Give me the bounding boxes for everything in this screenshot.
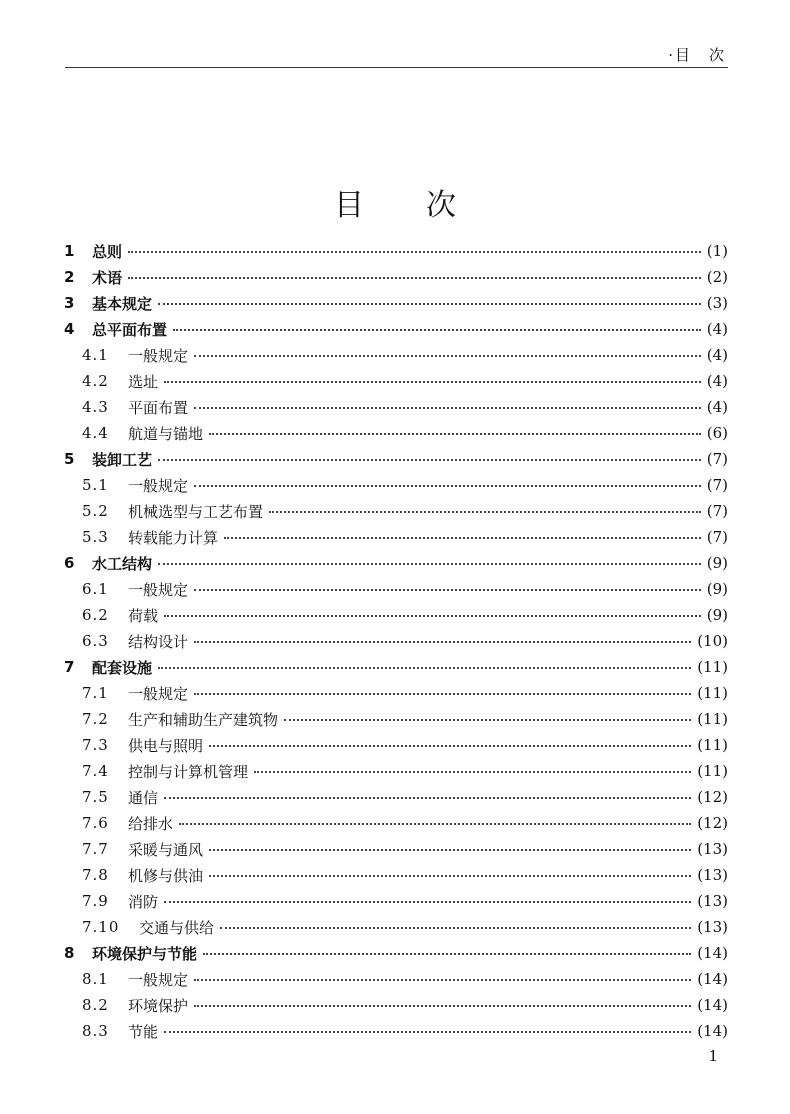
toc-dot-leader xyxy=(220,927,691,929)
toc-entry-page: (3) xyxy=(706,294,728,312)
toc-entry-page: (7) xyxy=(706,450,728,468)
toc-dot-leader xyxy=(164,615,701,617)
toc-dot-leader xyxy=(224,537,701,539)
toc-dot-leader xyxy=(158,459,701,461)
toc-entry[interactable] xyxy=(0,680,790,706)
toc-entry[interactable] xyxy=(0,576,790,602)
toc-dot-leader xyxy=(158,303,701,305)
toc-entry[interactable] xyxy=(0,264,790,290)
toc-dot-leader xyxy=(194,1005,691,1007)
toc-entry-number: 2 xyxy=(64,268,75,286)
toc-entry-page: (2) xyxy=(706,268,728,286)
toc-entry-number: 7.6 xyxy=(82,814,109,832)
toc-entry[interactable] xyxy=(0,732,790,758)
toc-entry-page: (13) xyxy=(697,840,728,858)
toc-dot-leader xyxy=(164,381,701,383)
toc-entry-title: 控制与计算机管理 xyxy=(128,762,249,781)
toc-entry[interactable] xyxy=(0,316,790,342)
toc-entry-page: (9) xyxy=(706,580,728,598)
toc-dot-leader xyxy=(209,875,691,877)
toc-entry-page: (7) xyxy=(706,476,728,494)
toc-dot-leader xyxy=(194,979,691,981)
toc-entry-number: 8.2 xyxy=(82,996,109,1014)
toc-entry-number: 7.5 xyxy=(82,788,109,806)
toc-entry-title: 结构设计 xyxy=(128,632,189,651)
toc-entry-page: (11) xyxy=(697,684,728,702)
toc-dot-leader xyxy=(194,693,691,695)
toc-entry-title: 节能 xyxy=(128,1022,159,1041)
toc-entry-page: (4) xyxy=(706,320,728,338)
toc-entry-number: 4 xyxy=(64,320,75,338)
toc-dot-leader xyxy=(164,1031,691,1033)
toc-entry[interactable] xyxy=(0,810,790,836)
toc-dot-leader xyxy=(164,901,691,903)
running-header: ·目 次 xyxy=(668,46,726,64)
toc-entry-page: (12) xyxy=(697,788,728,806)
toc-entry-title: 航道与锚地 xyxy=(128,424,204,443)
toc-entry-title: 基本规定 xyxy=(92,294,153,313)
toc-dot-leader xyxy=(194,355,701,357)
page-title: 目次 xyxy=(334,188,518,223)
toc-entry-title: 机械选型与工艺布置 xyxy=(128,502,264,521)
toc-entry-number: 6.3 xyxy=(82,632,109,650)
toc-entry-title: 环境保护与节能 xyxy=(92,944,198,963)
toc-dot-leader xyxy=(164,797,691,799)
toc-entry[interactable] xyxy=(0,550,790,576)
toc-dot-leader xyxy=(173,329,701,331)
toc-entry-page: (4) xyxy=(706,372,728,390)
toc-entry[interactable] xyxy=(0,602,790,628)
toc-entry-title: 采暖与通风 xyxy=(128,840,204,859)
toc-entry-page: (11) xyxy=(697,762,728,780)
toc-list xyxy=(0,238,790,1044)
toc-entry[interactable] xyxy=(0,654,790,680)
toc-entry-page: (14) xyxy=(697,944,728,962)
toc-dot-leader xyxy=(128,277,701,279)
toc-entry-title: 选址 xyxy=(128,372,159,391)
toc-entry-number: 8 xyxy=(64,944,75,962)
toc-entry[interactable] xyxy=(0,888,790,914)
toc-entry[interactable] xyxy=(0,966,790,992)
toc-entry-page: (11) xyxy=(697,658,728,676)
toc-entry-title: 给排水 xyxy=(128,814,174,833)
toc-entry-title: 水工结构 xyxy=(92,554,153,573)
toc-entry-title: 生产和辅助生产建筑物 xyxy=(128,710,279,729)
toc-entry-page: (13) xyxy=(697,892,728,910)
toc-entry-page: (4) xyxy=(706,346,728,364)
toc-dot-leader xyxy=(158,667,691,669)
toc-entry-page: (6) xyxy=(706,424,728,442)
toc-entry-page: (9) xyxy=(706,554,728,572)
toc-entry-number: 5 xyxy=(64,450,75,468)
toc-entry[interactable] xyxy=(0,342,790,368)
toc-dot-leader xyxy=(269,511,701,513)
toc-entry-page: (14) xyxy=(697,1022,728,1040)
toc-entry[interactable] xyxy=(0,862,790,888)
toc-entry-page: (9) xyxy=(706,606,728,624)
toc-dot-leader xyxy=(194,407,701,409)
toc-entry-page: (12) xyxy=(697,814,728,832)
toc-entry-number: 3 xyxy=(64,294,75,312)
toc-entry-number: 8.3 xyxy=(82,1022,109,1040)
toc-entry-title: 总平面布置 xyxy=(92,320,168,339)
toc-entry-title: 转载能力计算 xyxy=(128,528,219,547)
toc-entry-number: 7.1 xyxy=(82,684,109,702)
toc-entry[interactable] xyxy=(0,446,790,472)
page-number: 1 xyxy=(708,1047,718,1065)
toc-dot-leader xyxy=(209,849,691,851)
toc-entry-title: 机修与供油 xyxy=(128,866,204,885)
toc-entry-title: 一般规定 xyxy=(128,346,189,365)
toc-entry-title: 术语 xyxy=(92,268,123,287)
toc-entry-number: 7.9 xyxy=(82,892,109,910)
toc-entry-page: (14) xyxy=(697,996,728,1014)
toc-entry-title: 总则 xyxy=(92,242,123,261)
toc-entry-number: 7 xyxy=(64,658,75,676)
toc-entry-number: 4.4 xyxy=(82,424,109,442)
toc-dot-leader xyxy=(179,823,691,825)
header-rule xyxy=(65,67,728,68)
toc-entry-page: (14) xyxy=(697,970,728,988)
toc-entry[interactable] xyxy=(0,420,790,446)
toc-dot-leader xyxy=(284,719,691,721)
toc-entry-number: 4.1 xyxy=(82,346,109,364)
toc-entry-page: (11) xyxy=(697,710,728,728)
toc-entry-number: 7.3 xyxy=(82,736,109,754)
toc-entry-title: 交通与供给 xyxy=(139,918,215,937)
toc-entry[interactable] xyxy=(0,368,790,394)
toc-entry-number: 5.2 xyxy=(82,502,109,520)
toc-entry[interactable] xyxy=(0,1018,790,1044)
toc-dot-leader xyxy=(209,433,701,435)
toc-entry-title: 一般规定 xyxy=(128,684,189,703)
toc-entry-number: 6.2 xyxy=(82,606,109,624)
toc-entry-title: 一般规定 xyxy=(128,970,189,989)
toc-entry[interactable] xyxy=(0,628,790,654)
toc-entry[interactable] xyxy=(0,836,790,862)
toc-entry-title: 供电与照明 xyxy=(128,736,204,755)
toc-entry-number: 1 xyxy=(64,242,75,260)
toc-dot-leader xyxy=(209,745,691,747)
toc-dot-leader xyxy=(203,953,691,955)
toc-entry-title: 一般规定 xyxy=(128,580,189,599)
toc-entry-title: 配套设施 xyxy=(92,658,153,677)
toc-entry-number: 7.7 xyxy=(82,840,109,858)
toc-dot-leader xyxy=(128,251,701,253)
toc-entry-title: 荷载 xyxy=(128,606,159,625)
toc-entry-number: 4.2 xyxy=(82,372,109,390)
toc-entry-number: 6 xyxy=(64,554,75,572)
toc-entry-number: 8.1 xyxy=(82,970,109,988)
toc-entry-title: 消防 xyxy=(128,892,159,911)
toc-dot-leader xyxy=(194,589,701,591)
toc-entry-number: 7.10 xyxy=(82,918,120,936)
toc-entry[interactable] xyxy=(0,498,790,524)
toc-entry-page: (13) xyxy=(697,918,728,936)
toc-entry-number: 7.4 xyxy=(82,762,109,780)
toc-entry-number: 6.1 xyxy=(82,580,109,598)
toc-entry-title: 平面布置 xyxy=(128,398,189,417)
toc-entry-page: (1) xyxy=(706,242,728,260)
toc-entry[interactable] xyxy=(0,706,790,732)
toc-entry-number: 7.2 xyxy=(82,710,109,728)
toc-entry[interactable] xyxy=(0,784,790,810)
toc-dot-leader xyxy=(254,771,691,773)
toc-entry-page: (4) xyxy=(706,398,728,416)
toc-entry[interactable] xyxy=(0,472,790,498)
toc-entry-title: 装卸工艺 xyxy=(92,450,153,469)
toc-entry-title: 一般规定 xyxy=(128,476,189,495)
toc-entry[interactable] xyxy=(0,992,790,1018)
toc-entry[interactable] xyxy=(0,238,790,264)
toc-entry[interactable] xyxy=(0,290,790,316)
toc-dot-leader xyxy=(194,485,701,487)
toc-dot-leader xyxy=(158,563,701,565)
toc-entry-number: 5.3 xyxy=(82,528,109,546)
toc-entry-title: 环境保护 xyxy=(128,996,189,1015)
toc-entry-title: 通信 xyxy=(128,788,159,807)
toc-entry-page: (10) xyxy=(697,632,728,650)
toc-entry-number: 7.8 xyxy=(82,866,109,884)
toc-entry-page: (7) xyxy=(706,502,728,520)
toc-entry-number: 4.3 xyxy=(82,398,109,416)
toc-entry-page: (7) xyxy=(706,528,728,546)
toc-entry-number: 5.1 xyxy=(82,476,109,494)
toc-entry[interactable] xyxy=(0,394,790,420)
toc-entry[interactable] xyxy=(0,940,790,966)
toc-entry-page: (11) xyxy=(697,736,728,754)
toc-entry[interactable] xyxy=(0,758,790,784)
toc-dot-leader xyxy=(194,641,691,643)
toc-entry[interactable] xyxy=(0,914,790,940)
toc-entry-page: (13) xyxy=(697,866,728,884)
toc-entry[interactable] xyxy=(0,524,790,550)
